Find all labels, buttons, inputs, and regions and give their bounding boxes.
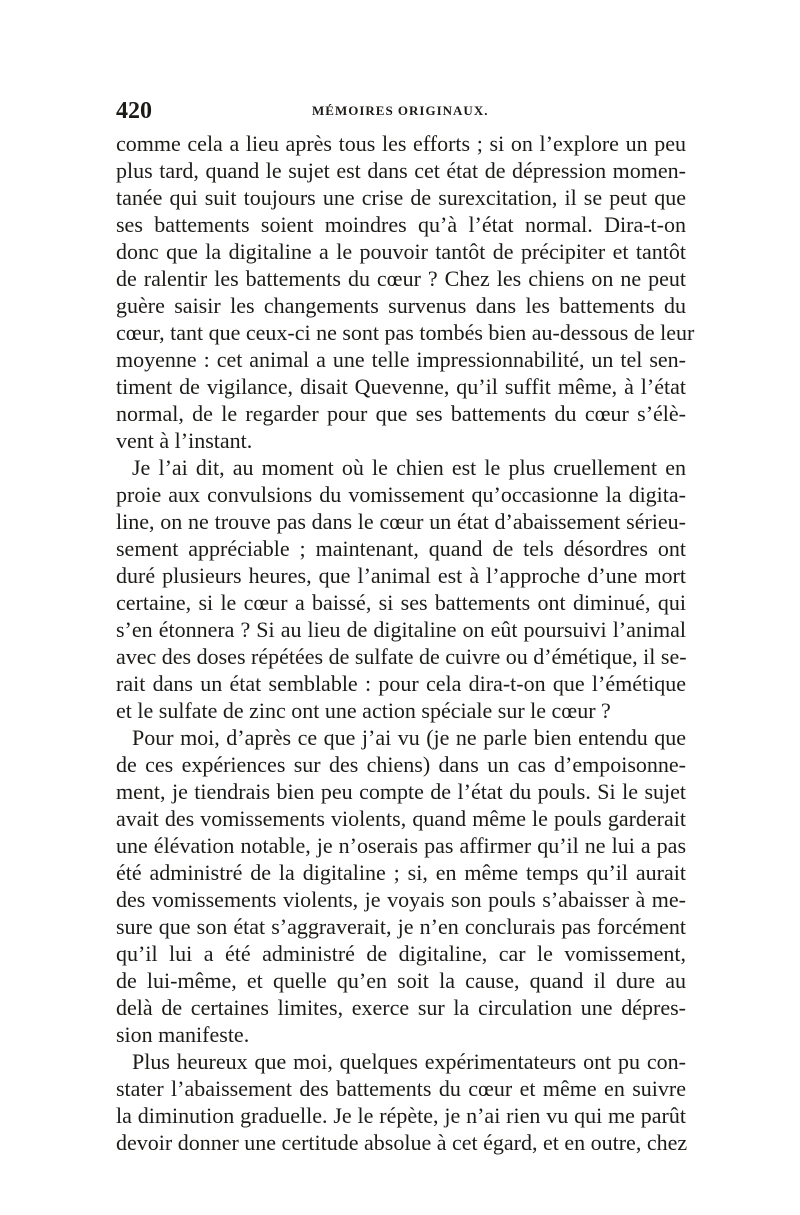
text-line: tanée qui suit toujours une crise de surexcitation, il se peut que (116, 185, 686, 210)
text-line: plus tard, quand le sujet est dans cet état de dépression momen- (116, 158, 686, 183)
page-number: 420 (116, 98, 152, 124)
text-line: la diminution graduelle. Je le répète, je n’ai rien vu qui me parût (116, 1103, 686, 1128)
text-line: donc que la digitaline a le pouvoir tantôt de précipiter et tantôt (116, 239, 686, 264)
text-line: duré plusieurs heures, que l’animal est à l’approche d’une mort (116, 563, 686, 588)
text-line: ment, je tiendrais bien peu compte de l’état du pouls. Si le sujet (116, 779, 686, 804)
text-line: qu’il lui a été administré de digitaline, car le vomissement, (116, 941, 686, 966)
text-line: avait des vomissements violents, quand même le pouls garderait (116, 806, 686, 831)
text-line: Je l’ai dit, au moment où le chien est le plus cruellement en (132, 455, 686, 480)
text-line: proie aux convulsions du vomissement qu’occasionne la digita- (116, 482, 686, 507)
text-line: s’en étonnera ? Si au lieu de digitaline on eût poursuivi l’animal (116, 617, 686, 642)
text-line: sure que son état s’aggraverait, je n’en conclurais pas forcément (116, 914, 686, 939)
text-line: été administré de la digitaline ; si, en même temps qu’il aurait (116, 860, 686, 885)
text-line: des vomissements violents, je voyais son pouls s’abaisser à me- (116, 887, 686, 912)
text-line: une élévation notable, je n’oserais pas affirmer qu’il ne lui a pas (116, 833, 686, 858)
text-line: de lui-même, et quelle qu’en soit la cause, quand il dure au (116, 968, 686, 993)
page-header (116, 96, 686, 126)
text-line: de ces expériences sur des chiens) dans un cas d’empoisonne- (116, 752, 686, 777)
text-line: timent de vigilance, disait Quevenne, qu’il suffit même, à l’état (116, 374, 686, 399)
text-line: Pour moi, d’après ce que j’ai vu (je ne parle bien entendu que (132, 725, 686, 750)
text-line: normal, de le regarder pour que ses battements du cœur s’élè- (116, 401, 686, 426)
text-line: vent à l’instant. (116, 428, 253, 453)
text-line: moyenne : cet animal a une telle impressionnabilité, un tel sen- (116, 347, 686, 372)
text-line: comme cela a lieu après tous les efforts ; si on l’explore un peu (116, 131, 686, 156)
running-head: MÉMOIRES ORIGINAUX. (312, 103, 489, 118)
text-line: et le sulfate de zinc ont une action spéciale sur le cœur ? (116, 698, 611, 723)
text-line: certaine, si le cœur a baissé, si ses battements ont diminué, qui (116, 590, 686, 615)
text-line: stater l’abaissement des battements du cœur et même en suivre (116, 1076, 686, 1101)
text-line: delà de certaines limites, exerce sur la circulation une dépres- (116, 995, 686, 1020)
text-line: sion manifeste. (116, 1022, 250, 1047)
text-line: line, on ne trouve pas dans le cœur un état d’abaissement sérieu- (116, 509, 686, 534)
text-line: guère saisir les changements survenus dans les battements du (116, 293, 686, 318)
text-line: sement appréciable ; maintenant, quand de tels désordres ont (116, 536, 686, 561)
text-line: de ralentir les battements du cœur ? Chez les chiens on ne peut (116, 266, 686, 291)
text-line: ses battements soient moindres qu’à l’état normal. Dira-t-on (116, 212, 686, 237)
text-line: devoir donner une certitude absolue à cet égard, et en outre, chez (116, 1130, 688, 1155)
text-line: cœur, tant que ceux-ci ne sont pas tombés bien au-dessous de leur (116, 320, 695, 345)
text-line: Plus heureux que moi, quelques expérimentateurs ont pu con- (132, 1049, 686, 1074)
text-line: avec des doses répétées de sulfate de cuivre ou d’émétique, il se- (116, 644, 687, 669)
text-line: rait dans un état semblable : pour cela dira-t-on que l’émétique (116, 671, 686, 696)
